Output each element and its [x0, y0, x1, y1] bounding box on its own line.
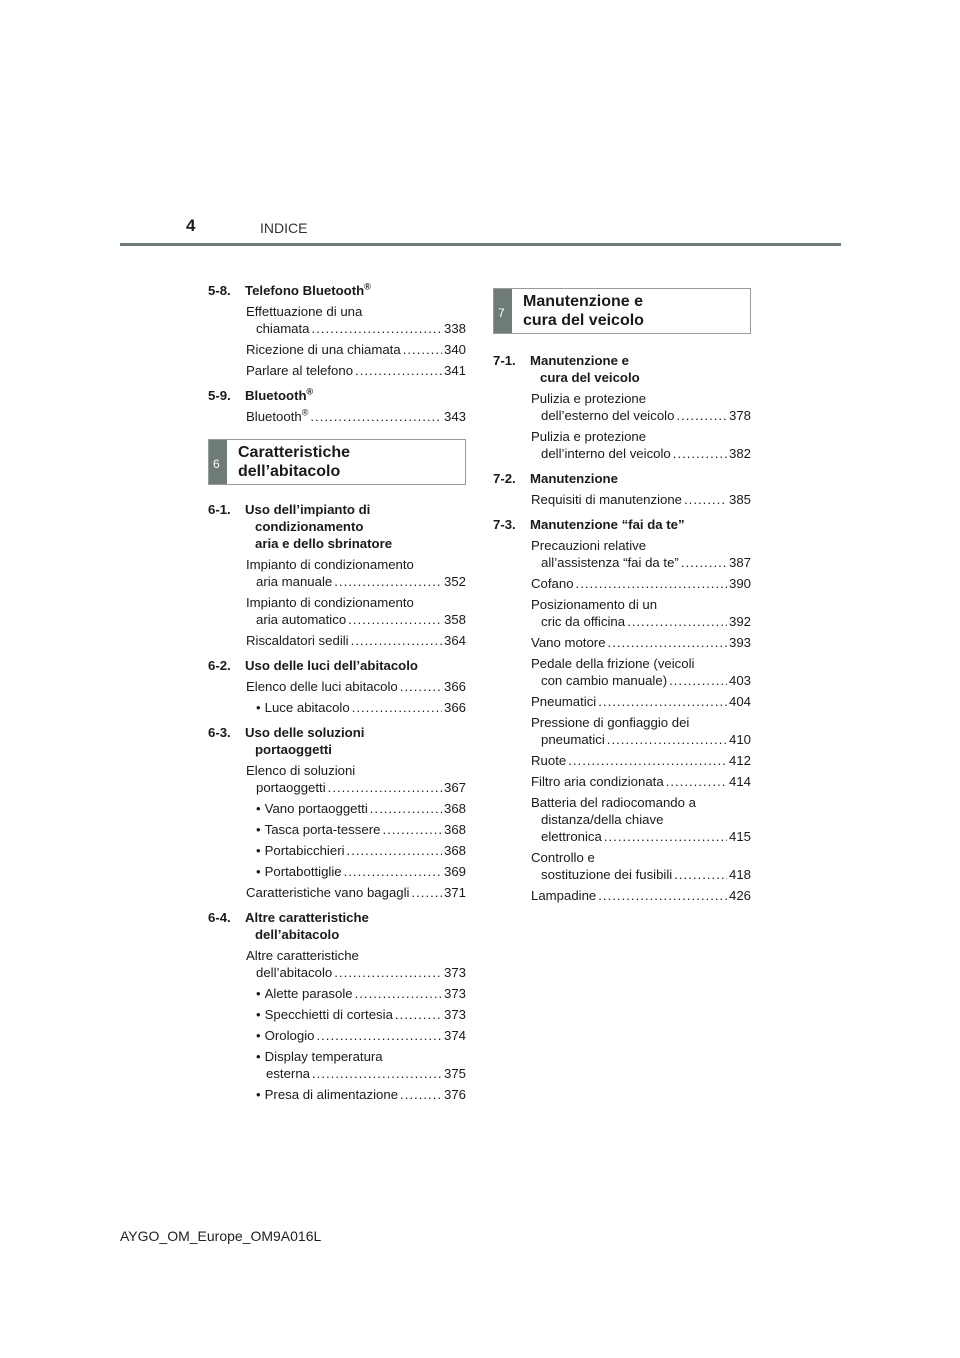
toc-entry[interactable] — [208, 303, 466, 337]
leader-dots — [395, 1006, 442, 1023]
toc-entry[interactable] — [493, 491, 751, 508]
section-6-3[interactable] — [208, 724, 466, 758]
toc-entry[interactable] — [208, 341, 466, 358]
entry-title-cont: dell’esterno del veicolo — [541, 408, 675, 423]
section-code: 7-1. — [493, 353, 516, 368]
leader-dots — [568, 752, 727, 769]
entry-title: Bluetooth — [246, 409, 302, 424]
leader-dots — [674, 866, 727, 883]
leader-dots — [627, 613, 727, 630]
section-code: 7-2. — [493, 471, 516, 486]
bullet: • — [256, 843, 261, 858]
section-code: 6-2. — [208, 658, 231, 673]
chapter-title-line: cura del veicolo — [523, 312, 644, 329]
bullet: • — [256, 700, 261, 715]
toc-entry[interactable] — [493, 773, 751, 790]
chapter-7-box[interactable] — [493, 288, 751, 334]
entry-title: Cofano — [531, 576, 574, 591]
entry-page: 366 — [443, 700, 466, 715]
chapter-number: 6 — [213, 457, 220, 471]
entry-title: Tasca porta-tessere — [264, 822, 381, 837]
leader-dots — [328, 779, 442, 796]
entry-page: 368 — [443, 843, 466, 858]
footer-doc-code: AYGO_OM_Europe_OM9A016L — [120, 1228, 322, 1244]
entry-title: Pulizia e protezione — [531, 391, 647, 406]
chapter-tab — [494, 289, 512, 333]
toc-right-column — [493, 288, 751, 904]
entry-title-cont: dell’abitacolo — [256, 965, 333, 980]
registered-mark: ® — [364, 281, 371, 292]
chapter-title-line: dell’abitacolo — [238, 463, 341, 480]
section-title-cont: aria e dello sbrinatore — [255, 536, 393, 551]
toc-entry[interactable] — [493, 655, 751, 689]
leader-dots — [403, 341, 442, 358]
section-code: 6-1. — [208, 502, 231, 517]
leader-dots — [400, 678, 442, 695]
toc-subentry[interactable] — [208, 863, 466, 880]
entry-page: 393 — [728, 635, 751, 650]
section-title-cont: dell’abitacolo — [255, 927, 340, 942]
section-6-4[interactable] — [208, 909, 466, 943]
chapter-title-line: Manutenzione e — [523, 293, 644, 310]
chapter-6-box[interactable] — [208, 439, 466, 485]
leader-dots — [681, 554, 727, 571]
leader-dots — [669, 672, 727, 689]
section-6-2[interactable] — [208, 657, 466, 674]
entry-title: Orologio — [264, 1028, 315, 1043]
entry-title: Display temperatura — [264, 1049, 383, 1064]
chapter-title — [523, 292, 644, 330]
toc-entry[interactable] — [493, 537, 751, 571]
entry-title: Riscaldatori sedili — [246, 633, 349, 648]
section-6-1[interactable] — [208, 501, 466, 552]
entry-title: Pneumatici — [531, 694, 597, 709]
entry-page: 369 — [443, 864, 466, 879]
entry-page: 374 — [443, 1028, 466, 1043]
leader-dots — [355, 362, 442, 379]
leader-dots — [344, 863, 442, 880]
entry-title: Presa di alimentazione — [264, 1087, 399, 1102]
leader-dots — [310, 408, 442, 425]
entry-title: Luce abitacolo — [264, 700, 350, 715]
entry-page: 410 — [728, 732, 751, 747]
leader-dots — [676, 407, 727, 424]
toc-subentry[interactable] — [208, 699, 466, 716]
entry-title: Pedale della frizione (veicoli — [531, 656, 695, 671]
entry-title-cont: aria manuale — [256, 574, 333, 589]
toc-entry[interactable] — [493, 849, 751, 883]
entry-title: Impianto di condizionamento — [246, 595, 414, 610]
leader-dots — [347, 842, 442, 859]
toc-entry[interactable] — [493, 752, 751, 769]
section-title: Bluetooth — [245, 388, 307, 403]
entry-page: 373 — [443, 1007, 466, 1022]
section-title: Manutenzione — [530, 471, 618, 486]
entry-title: Vano portaoggetti — [264, 801, 368, 816]
entry-title-cont: cric da officina — [541, 614, 626, 629]
leader-dots — [312, 1065, 442, 1082]
toc-entry[interactable] — [493, 390, 751, 424]
entry-page: 382 — [728, 446, 751, 461]
leader-dots — [411, 884, 442, 901]
toc-entry[interactable] — [208, 408, 466, 425]
leader-dots — [607, 731, 727, 748]
entry-title: Precauzioni relative — [531, 538, 647, 553]
entry-title: Posizionamento di un — [531, 597, 658, 612]
toc-left-column — [208, 282, 466, 1103]
toc-subentry[interactable] — [208, 1086, 466, 1103]
chapter-number: 7 — [498, 306, 505, 320]
toc-entry[interactable] — [493, 634, 751, 651]
entry-title: Ricezione di una chiamata — [246, 342, 401, 357]
toc-subentry[interactable] — [208, 1027, 466, 1044]
leader-dots — [400, 1086, 442, 1103]
section-5-8[interactable] — [208, 282, 466, 299]
toc-entry[interactable] — [208, 632, 466, 649]
section-7-3[interactable] — [493, 516, 751, 533]
entry-page: 415 — [728, 829, 751, 844]
chapter-tab — [209, 440, 227, 484]
entry-page: 368 — [443, 801, 466, 816]
toc-entry[interactable] — [208, 362, 466, 379]
entry-page: 375 — [443, 1066, 466, 1081]
toc-subentry[interactable] — [208, 1006, 466, 1023]
entry-page: 352 — [443, 574, 466, 589]
toc-subentry[interactable] — [208, 800, 466, 817]
leader-dots — [334, 573, 442, 590]
toc-entry[interactable] — [208, 678, 466, 695]
entry-title: Alette parasole — [264, 986, 353, 1001]
entry-title-cont: chiamata — [256, 321, 310, 336]
leader-dots — [608, 634, 727, 651]
entry-title-cont: all’assistenza “fai da te” — [541, 555, 679, 570]
section-title: Manutenzione “fai da te” — [530, 517, 685, 532]
entry-title: Effettuazione di una — [246, 304, 363, 319]
leader-dots — [334, 964, 442, 981]
registered-mark: ® — [301, 407, 309, 418]
entry-page: 368 — [443, 822, 466, 837]
section-code: 6-3. — [208, 725, 231, 740]
bullet: • — [256, 822, 261, 837]
header-title: INDICE — [260, 220, 308, 236]
entry-page: 378 — [728, 408, 751, 423]
entry-title: Caratteristiche vano bagagli — [246, 885, 410, 900]
leader-dots — [673, 445, 727, 462]
entry-page: 338 — [443, 321, 466, 336]
bullet: • — [256, 986, 261, 1001]
page-header — [0, 0, 960, 250]
section-title: Uso dell’impianto di — [245, 502, 371, 517]
bullet: • — [256, 1028, 261, 1043]
entry-page: 387 — [728, 555, 751, 570]
entry-title-cont: aria automatico — [256, 612, 347, 627]
entry-title-cont: con cambio manuale) — [541, 673, 668, 688]
toc-entry[interactable] — [208, 556, 466, 590]
entry-title: Requisiti di manutenzione — [531, 492, 683, 507]
entry-page: 392 — [728, 614, 751, 629]
entry-page: 426 — [728, 888, 751, 903]
header-rule — [120, 243, 841, 246]
entry-title: Ruote — [531, 753, 567, 768]
entry-title: Pressione di gonfiaggio dei — [531, 715, 690, 730]
entry-page: 376 — [443, 1087, 466, 1102]
entry-page: 418 — [728, 867, 751, 882]
entry-title: Impianto di condizionamento — [246, 557, 414, 572]
entry-page: 373 — [443, 965, 466, 980]
section-7-2[interactable] — [493, 470, 751, 487]
entry-page: 364 — [443, 633, 466, 648]
bullet: • — [256, 1049, 261, 1064]
entry-title-cont: sostituzione dei fusibili — [541, 867, 673, 882]
entry-page: 373 — [443, 986, 466, 1001]
leader-dots — [352, 699, 442, 716]
entry-page: 403 — [728, 673, 751, 688]
entry-title: Portabicchieri — [264, 843, 345, 858]
section-title: Altre caratteristiche — [245, 910, 369, 925]
leader-dots — [604, 828, 727, 845]
entry-title: Batteria del radiocomando a — [531, 795, 696, 810]
registered-mark: ® — [306, 386, 314, 397]
entry-title: Filtro aria condizionata — [531, 774, 664, 789]
section-title: Telefono Bluetooth — [245, 283, 365, 298]
section-title: Uso delle soluzioni — [245, 725, 365, 740]
entry-title-cont: pneumatici — [541, 732, 605, 747]
toc-subentry[interactable] — [208, 842, 466, 859]
entry-page: 404 — [728, 694, 751, 709]
section-title-cont: condizionamento — [255, 519, 364, 534]
toc-subentry[interactable] — [208, 1048, 466, 1082]
entry-title-cont: distanza/della chiave — [541, 812, 664, 827]
leader-dots — [598, 887, 727, 904]
toc-entry[interactable] — [493, 887, 751, 904]
section-5-9[interactable] — [208, 387, 466, 404]
entry-title-cont: esterna — [266, 1066, 310, 1081]
section-code: 5-9. — [208, 388, 231, 403]
bullet: • — [256, 864, 261, 879]
entry-title: Lampadine — [531, 888, 597, 903]
toc-subentry[interactable] — [208, 985, 466, 1002]
entry-page: 414 — [728, 774, 751, 789]
toc-entry[interactable] — [493, 596, 751, 630]
toc-subentry[interactable] — [208, 821, 466, 838]
bullet: • — [256, 1087, 261, 1102]
section-code: 6-4. — [208, 910, 231, 925]
entry-title: Vano motore — [531, 635, 606, 650]
entry-title: Elenco delle luci abitacolo — [246, 679, 398, 694]
toc-entry[interactable] — [493, 794, 751, 845]
leader-dots — [351, 632, 442, 649]
bullet: • — [256, 1007, 261, 1022]
leader-dots — [312, 320, 442, 337]
section-title-cont: cura del veicolo — [540, 370, 640, 385]
section-7-1[interactable] — [493, 352, 751, 386]
leader-dots — [355, 985, 442, 1002]
leader-dots — [598, 693, 727, 710]
leader-dots — [666, 773, 727, 790]
entry-title: Parlare al telefono — [246, 363, 354, 378]
leader-dots — [382, 821, 442, 838]
section-title: Manutenzione e — [530, 353, 629, 368]
toc-entry[interactable] — [493, 428, 751, 462]
entry-title: Elenco di soluzioni — [246, 763, 356, 778]
toc-entry[interactable] — [493, 575, 751, 592]
toc-entry[interactable] — [493, 693, 751, 710]
section-code: 5-8. — [208, 283, 231, 298]
entry-title: Specchietti di cortesia — [264, 1007, 393, 1022]
entry-title: Altre caratteristiche — [246, 948, 359, 963]
entry-page: 371 — [443, 885, 466, 900]
entry-page: 341 — [443, 363, 466, 378]
entry-title-cont: elettronica — [541, 829, 602, 844]
entry-page: 366 — [443, 679, 466, 694]
entry-page: 340 — [443, 342, 466, 357]
section-title: Uso delle luci dell’abitacolo — [245, 658, 418, 673]
entry-page: 385 — [728, 492, 751, 507]
entry-page: 367 — [443, 780, 466, 795]
bullet: • — [256, 801, 261, 816]
entry-page: 412 — [728, 753, 751, 768]
entry-title: Pulizia e protezione — [531, 429, 647, 444]
toc-entry[interactable] — [208, 762, 466, 796]
entry-title-cont: dell’interno del veicolo — [541, 446, 671, 461]
toc-entry[interactable] — [208, 947, 466, 981]
leader-dots — [576, 575, 727, 592]
toc-entry[interactable] — [493, 714, 751, 748]
entry-page: 343 — [443, 409, 466, 424]
leader-dots — [370, 800, 442, 817]
leader-dots — [316, 1027, 442, 1044]
entry-title: Portabottiglie — [264, 864, 342, 879]
section-title-cont: portaoggetti — [255, 742, 332, 757]
entry-title: Controllo e — [531, 850, 595, 865]
section-code: 7-3. — [493, 517, 516, 532]
leader-dots — [348, 611, 442, 628]
entry-page: 390 — [728, 576, 751, 591]
toc-entry[interactable] — [208, 594, 466, 628]
leader-dots — [684, 491, 727, 508]
chapter-title-line: Caratteristiche — [238, 444, 351, 461]
toc-entry[interactable] — [208, 884, 466, 901]
entry-page: 358 — [443, 612, 466, 627]
entry-title-cont: portaoggetti — [256, 780, 326, 795]
page-number: 4 — [186, 216, 196, 235]
chapter-title — [238, 443, 350, 481]
